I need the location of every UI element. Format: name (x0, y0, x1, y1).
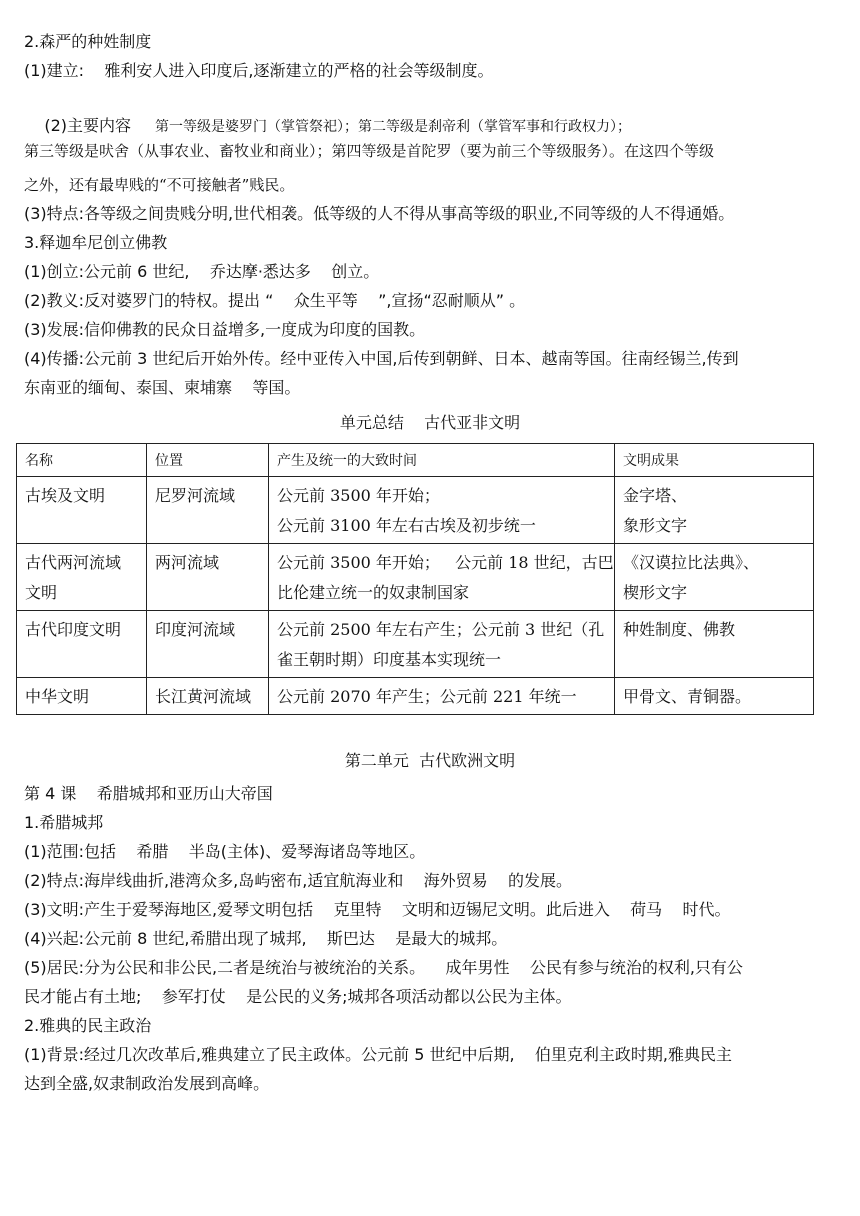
table-row (17, 678, 814, 715)
section-heading-buddhism: 3.释迦牟尼创立佛教 (24, 233, 168, 252)
unit-summary-table (16, 443, 814, 715)
civ-time: 公元前 2070 年产生；公元前 221 年统一 (269, 678, 615, 715)
caste-content-text: 第一等级是婆罗门（掌管祭祀）；第二等级是刹帝利（掌管军事和行政权力）； (155, 119, 632, 135)
athens-background-line2: 达到全盛,奴隶制政治发展到高峰。 (24, 1074, 270, 1093)
caste-content-line2: 第三等级是吠舍（从事农业、畜牧业和商业）；第四等级是首陀罗（要为前三个等级服务）。在这四个等级 (24, 142, 715, 160)
buddhism-development: (3)发展:信仰佛教的民众日益增多,一度成为印度的国教。 (24, 320, 426, 339)
buddhism-founding: (1)创立:公元前 6 世纪, 乔达摩·悉达多 创立。 (24, 262, 380, 281)
civ-achievement-line1: 金字塔、 (623, 486, 688, 505)
civ-time-line2: 比伦建立统一的奴隶制国家 (277, 583, 470, 602)
civ-location: 印度河流域 (147, 611, 269, 678)
civ-name: 古代印度文明 (17, 611, 147, 678)
greek-civilization: (3)文明:产生于爱琴海地区,爱琴文明包括 克里特 文明和迈锡尼文明。此后进入 荷马 时代。 (24, 900, 731, 919)
caste-establish: (1)建立: 雅利安人进入印度后,逐渐建立的严格的社会等级制度。 (24, 61, 494, 80)
civ-time-line1: 公元前 3500 年开始； 公元前 18 世纪，古巴 (277, 553, 614, 572)
civ-achievement: 种姓制度、佛教 (615, 611, 814, 678)
subsection-athens-democracy: 2.雅典的民主政治 (24, 1016, 152, 1035)
unit-summary-title: 单元总结 古代亚非文明 (339, 413, 521, 432)
table-row (17, 544, 814, 611)
unit2-title: 第二单元 古代欧洲文明 (344, 751, 516, 770)
civ-time-line2: 公元前 3100 年左右古埃及初步统一 (277, 516, 536, 535)
civ-name: 古埃及文明 (17, 477, 147, 544)
greek-residents-line1: (5)居民:分为公民和非公民,二者是统治与被统治的关系。 成年男性 公民有参与统治的权利,只有公 (24, 958, 743, 977)
header-name: 名称 (17, 444, 147, 477)
greek-features: (2)特点:海岸线曲折,港湾众多,岛屿密布,适宜航海业和 海外贸易 的发展。 (24, 871, 573, 890)
civ-time (269, 611, 615, 678)
header-location: 位置 (147, 444, 269, 477)
buddhism-spread-line2: 东南亚的缅甸、泰国、柬埔寨 等国。 (24, 378, 301, 397)
greek-residents-line2: 民才能占有土地; 参军打仗 是公民的义务;城邦各项活动都以公民为主体。 (24, 987, 572, 1006)
table-header-row (17, 444, 814, 477)
civ-achievement-line2: 象形文字 (623, 516, 688, 535)
civ-achievement (615, 477, 814, 544)
civ-location: 长江黄河流域 (147, 678, 269, 715)
subsection-greek-citystates: 1.希腊城邦 (24, 813, 104, 832)
athens-background-line1: (1)背景:经过几次改革后,雅典建立了民主政体。公元前 5 世纪中后期, 伯里克利主政时期,雅典民主 (24, 1045, 733, 1064)
table-row (17, 611, 814, 678)
caste-content-line3: 之外，还有最卑贱的“不可接触者”贱民。 (24, 176, 295, 194)
civ-time-line1: 公元前 3500 年开始； (277, 486, 440, 505)
civ-time (269, 477, 615, 544)
header-achievement: 文明成果 (615, 444, 814, 477)
greek-scope: (1)范围:包括 希腊 半岛(主体)、爱琴海诸岛等地区。 (24, 842, 426, 861)
civ-time-line1: 公元前 2500 年左右产生；公元前 3 世纪（孔 (277, 620, 605, 639)
section-heading-caste: 2.森严的种姓制度 (24, 32, 152, 51)
civ-achievement: 甲骨文、青铜器。 (615, 678, 814, 715)
buddhism-doctrine: (2)教义:反对婆罗门的特权。提出 “ 众生平等 ”,宣扬“忍耐顺从” 。 (24, 291, 526, 310)
caste-features: (3)特点:各等级之间贵贱分明,世代相袭。低等级的人不得从事高等级的职业,不同等级的人不得通婚。 (24, 204, 735, 223)
civ-time-line2: 雀王朝时期）印度基本实现统一 (277, 650, 502, 669)
civ-time (269, 544, 615, 611)
greek-rise: (4)兴起:公元前 8 世纪,希腊出现了城邦, 斯巴达 是最大的城邦。 (24, 929, 508, 948)
civ-achievement-line2: 楔形文字 (623, 583, 688, 602)
civ-name-line1: 古代两河流域 (25, 553, 122, 572)
civ-achievement-line1: 《汉谟拉比法典》、 (623, 553, 760, 572)
civ-location: 尼罗河流域 (147, 477, 269, 544)
civ-name (17, 544, 147, 611)
civ-achievement (615, 544, 814, 611)
lesson-title: 第 4 课 希腊城邦和亚历山大帝国 (24, 784, 273, 803)
buddhism-spread-line1: (4)传播:公元前 3 世纪后开始外传。经中亚传入中国,后传到朝鲜、日本、越南等国。往南经锡兰,传到 (24, 349, 739, 368)
civ-name: 中华文明 (17, 678, 147, 715)
caste-content-label: (2)主要内容 (44, 116, 132, 135)
civ-location: 两河流域 (147, 544, 269, 611)
header-time: 产生及统一的大致时间 (269, 444, 615, 477)
table-row (17, 477, 814, 544)
civ-name-line2: 文明 (25, 583, 58, 602)
